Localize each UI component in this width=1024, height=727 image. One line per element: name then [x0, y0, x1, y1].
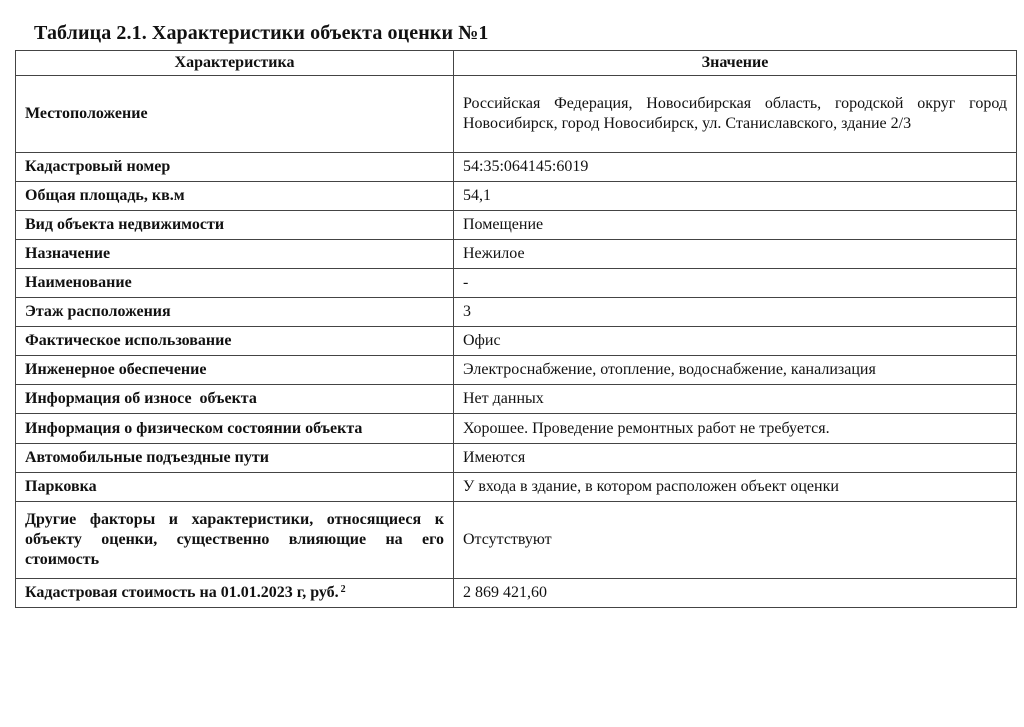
- row-value-utilities: Электроснабжение, отопление, водоснабжение, канализация: [454, 356, 1017, 385]
- row-key-wear-info: Информация об износе объекта: [16, 385, 454, 414]
- row-value-property-type: Помещение: [454, 211, 1017, 240]
- characteristics-table: [15, 50, 1017, 608]
- row-value-floor: 3: [454, 298, 1017, 327]
- table-row: [16, 182, 1017, 211]
- row-key-utilities: Инженерное обеспечение: [16, 356, 454, 385]
- table-row: [16, 579, 1017, 608]
- table-row: [16, 356, 1017, 385]
- row-value-access-roads: Имеются: [454, 444, 1017, 473]
- row-value-purpose: Нежилое: [454, 240, 1017, 269]
- row-key-total-area: Общая площадь, кв.м: [16, 182, 454, 211]
- header-value: Значение: [454, 51, 1017, 76]
- table-row: [16, 240, 1017, 269]
- row-value-total-area: 54,1: [454, 182, 1017, 211]
- cadastral-value-label: Кадастровая стоимость на 01.01.2023 г, руб.: [25, 584, 339, 601]
- row-value-location: Российская Федерация, Новосибирская область, городской округ город Новосибирск, город Новосибирск, ул. Станиславского, здание 2/3: [454, 76, 1017, 153]
- table-row: [16, 414, 1017, 444]
- table-row: [16, 211, 1017, 240]
- row-key-property-type: Вид объекта недвижимости: [16, 211, 454, 240]
- row-key-actual-use: Фактическое использование: [16, 327, 454, 356]
- table-title: Таблица 2.1. Характеристики объекта оценки №1: [34, 22, 489, 44]
- row-key-location: Местоположение: [16, 76, 454, 153]
- table-row: [16, 76, 1017, 153]
- table-row: [16, 269, 1017, 298]
- row-value-cadastral-number: 54:35:064145:6019: [454, 153, 1017, 182]
- table-row: [16, 153, 1017, 182]
- footnote-marker: 2: [340, 584, 346, 595]
- row-value-actual-use: Офис: [454, 327, 1017, 356]
- row-key-other-factors: Другие факторы и характеристики, относящиеся к объекту оценки, существенно влияющие на его стоимость: [16, 502, 454, 579]
- table-header-row: [16, 51, 1017, 76]
- table-row: [16, 327, 1017, 356]
- row-value-cadastral-value: 2 869 421,60: [454, 579, 1017, 608]
- row-key-cadastral-value: [16, 579, 454, 608]
- row-key-cadastral-number: Кадастровый номер: [16, 153, 454, 182]
- header-characteristic: Характеристика: [16, 51, 454, 76]
- table-row: [16, 473, 1017, 502]
- row-value-name: -: [454, 269, 1017, 298]
- table-row: [16, 502, 1017, 579]
- row-value-physical-condition: Хорошее. Проведение ремонтных работ не требуется.: [454, 414, 1017, 444]
- row-key-access-roads: Автомобильные подъездные пути: [16, 444, 454, 473]
- row-key-purpose: Назначение: [16, 240, 454, 269]
- table-row: [16, 298, 1017, 327]
- table-row: [16, 444, 1017, 473]
- row-value-parking: У входа в здание, в котором расположен объект оценки: [454, 473, 1017, 502]
- row-key-physical-condition: Информация о физическом состоянии объекта: [16, 414, 454, 444]
- row-key-parking: Парковка: [16, 473, 454, 502]
- table-row: [16, 385, 1017, 414]
- row-value-wear-info: Нет данных: [454, 385, 1017, 414]
- row-key-floor: Этаж расположения: [16, 298, 454, 327]
- row-value-other-factors: Отсутствуют: [454, 502, 1017, 579]
- row-key-name: Наименование: [16, 269, 454, 298]
